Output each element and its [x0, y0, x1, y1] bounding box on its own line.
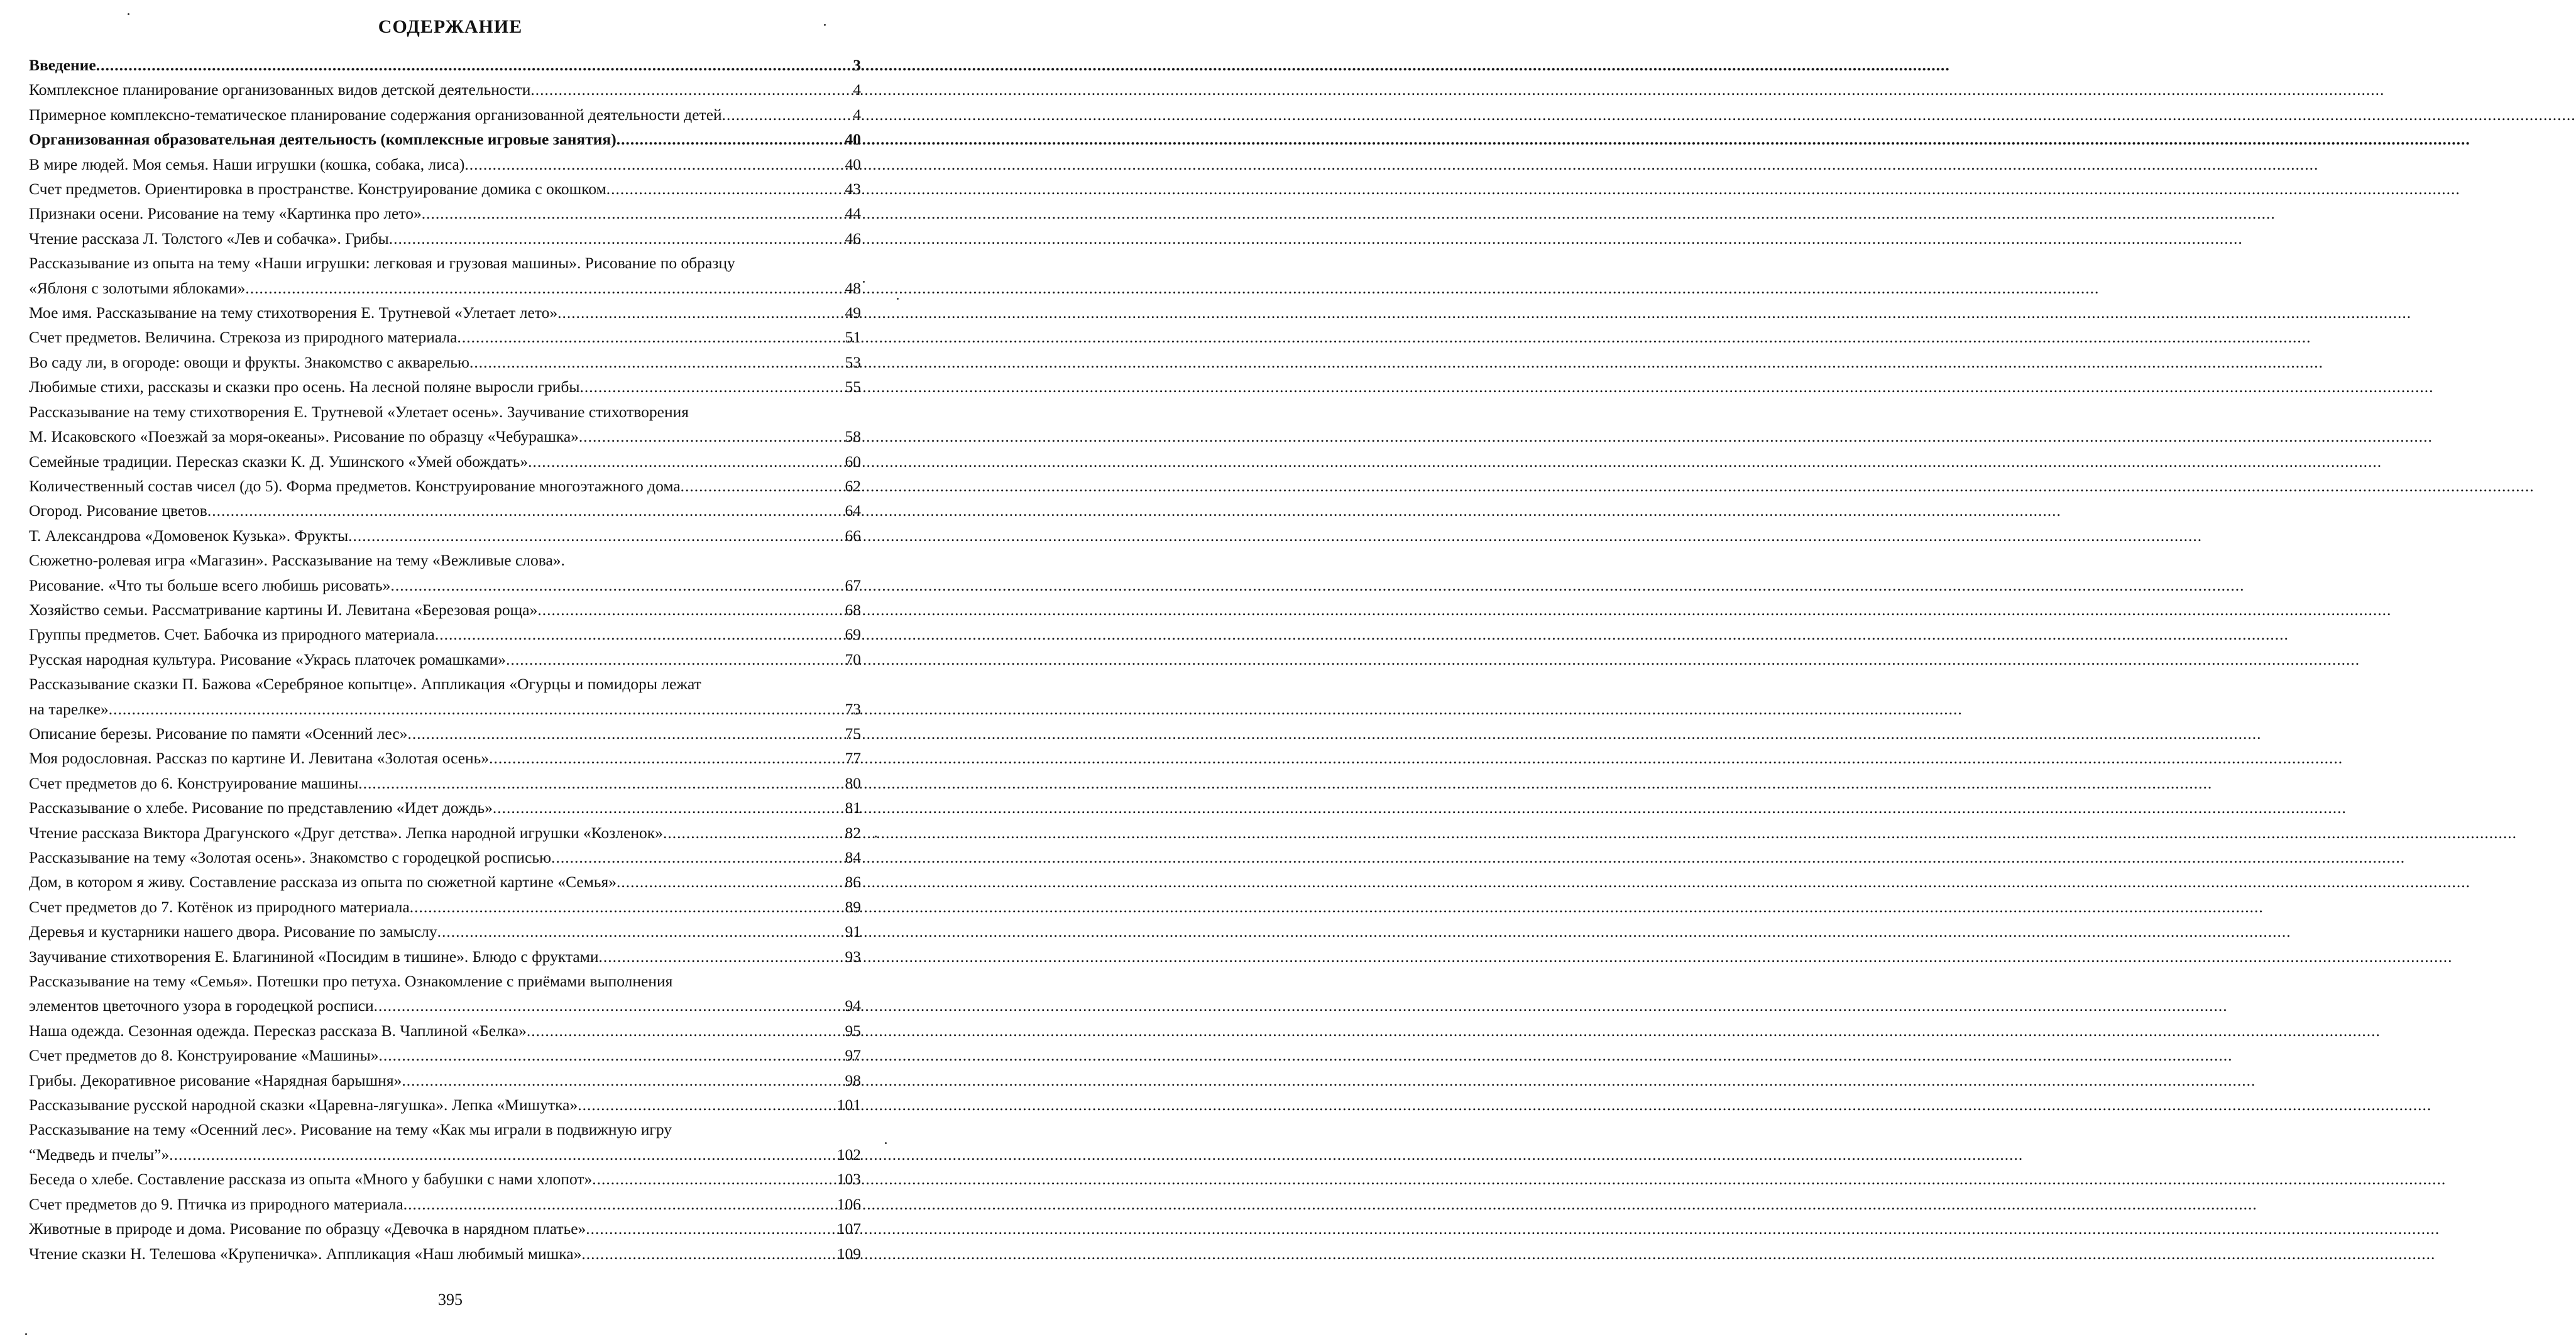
- toc-entry-row: [29, 746, 861, 770]
- toc-entry-text: Описание березы. Рисование по памяти «Осенний лес»: [29, 724, 408, 743]
- document-page: [0, 0, 901, 1342]
- toc-entry: [29, 449, 861, 474]
- toc-entry: [29, 300, 861, 325]
- toc-entry-text: Грибы. Декоративное рисование «Нарядная барышня»: [29, 1071, 402, 1089]
- dot-leader: [581, 1241, 835, 1266]
- toc-page-number: 40: [845, 130, 861, 149]
- toc-entry: [29, 548, 861, 597]
- toc-page-number: 91: [845, 922, 861, 941]
- toc-page-number: 62: [845, 476, 861, 495]
- toc-page-number: 84: [845, 848, 861, 866]
- toc-entry: [29, 1043, 861, 1067]
- toc-entry-row: [29, 177, 861, 201]
- dot-leader: [389, 226, 844, 251]
- toc-entry-row: [29, 77, 861, 102]
- toc-entry-row: [29, 1167, 861, 1191]
- dot-leader: [527, 1018, 844, 1043]
- toc-entry-row: [29, 845, 861, 870]
- toc-entry-text: Огород. Рисование цветов: [29, 501, 207, 520]
- toc-entry-text: Во саду ли, в огороде: овощи и фрукты. Знакомство с акварелью: [29, 352, 469, 371]
- dot-leader: [109, 697, 844, 721]
- toc-entry-row: [29, 1043, 861, 1067]
- toc-entry-row: [29, 449, 861, 474]
- toc-entry-text: элементов цветочного узора в городецкой росписи: [29, 996, 374, 1015]
- scan-speck: [25, 1333, 27, 1335]
- dot-leader: [96, 53, 852, 77]
- toc-entry-row: [29, 350, 861, 374]
- toc-page-number: 77: [845, 749, 861, 768]
- dot-leader: [493, 795, 844, 820]
- toc-entry-row: [29, 573, 861, 597]
- toc-entry: [29, 969, 861, 1018]
- toc-entry-row: [29, 127, 861, 151]
- toc-entry-row: [29, 993, 861, 1018]
- toc-entry-text: Рассказывание на тему стихотворения Е. Трутневой «Улетает осень». Заучивание стихотворения: [29, 402, 689, 421]
- toc-entry-text: Дом, в котором я живу. Составление рассказа из опыта по сюжетной картине «Семья»: [29, 873, 617, 892]
- toc-page-number: 48: [845, 278, 861, 297]
- dot-leader: [207, 498, 844, 523]
- toc-page-number: 103: [836, 1170, 861, 1189]
- toc-page-number: 75: [845, 724, 861, 743]
- toc-page-number: 101: [836, 1096, 861, 1115]
- toc-entry-text: на тарелке»: [29, 699, 109, 718]
- toc-entry-text: Деревья и кустарники нашего двора. Рисование по замыслу: [29, 922, 437, 941]
- toc-entry-row: [29, 1093, 861, 1117]
- toc-entry: [29, 895, 861, 919]
- dot-leader: [592, 1167, 835, 1191]
- toc-entry-text: М. Исаковского «Поезжай за моря-океаны». Рисование по образцу «Чебурашка»: [29, 427, 579, 446]
- toc-page-number: 109: [836, 1244, 861, 1263]
- toc-entry-row: [29, 821, 861, 845]
- toc-entry-row: [29, 647, 861, 672]
- dot-leader: [379, 1043, 844, 1067]
- toc-entry-text: Заучивание стихотворения Е. Благининой «Посидим в тишине». Блюдо с фруктами: [29, 947, 599, 966]
- toc-entry-text: Любимые стихи, рассказы и сказки про осень. На лесной поляне выросли грибы: [29, 378, 580, 396]
- toc-entry: [29, 374, 861, 399]
- dot-leader: [506, 647, 843, 672]
- toc-page-number: 102: [836, 1145, 861, 1164]
- toc-entry: [29, 944, 861, 969]
- toc-entry-text: “Медведь и пчелы”»: [29, 1145, 170, 1164]
- dot-leader: [537, 597, 843, 622]
- toc-entry-row: [29, 697, 861, 721]
- toc-entry: [29, 746, 861, 770]
- scan-speck: [897, 298, 899, 300]
- page-number: 395: [438, 1290, 463, 1309]
- toc-page-number: 44: [845, 204, 861, 223]
- toc-entry: [29, 721, 861, 746]
- dot-leader: [551, 845, 843, 870]
- toc-entry-row: [29, 771, 861, 795]
- toc-page-number: 82: [845, 823, 861, 842]
- toc-entry-text: Сюжетно-ролевая игра «Магазин». Рассказывание на тему «Вежливые слова».: [29, 551, 565, 570]
- dot-leader: [557, 300, 843, 325]
- toc-entry: [29, 350, 861, 374]
- toc-entry-row: [29, 1142, 861, 1167]
- toc-entry-text: Количественный состав чисел (до 5). Форма предметов. Конструирование многоэтажного дома: [29, 476, 681, 495]
- dot-leader: [617, 870, 844, 894]
- toc-page-number: 40: [845, 155, 861, 173]
- dot-leader: [681, 474, 844, 498]
- scan-speck: [824, 24, 826, 26]
- dot-leader: [578, 1093, 836, 1117]
- toc-entry-row: [29, 474, 861, 498]
- toc-entry-row: [29, 597, 861, 622]
- toc-entry-text: Чтение сказки Н. Телешова «Крупеничка». Аппликация «Наш любимый мишка»: [29, 1244, 582, 1263]
- toc-entry-text: Счет предметов до 6. Конструирование машины: [29, 773, 359, 792]
- toc-page-number: 67: [845, 576, 861, 594]
- toc-entry-text: Рассказывание русской народной сказки «Царевна-лягушка». Лепка «Мишутка»: [29, 1096, 578, 1115]
- toc-page-number: 70: [845, 650, 861, 668]
- toc-entry-row: [29, 226, 861, 251]
- dot-leader: [169, 1142, 836, 1167]
- scan-speck: [128, 13, 129, 15]
- toc-entry: [29, 647, 861, 672]
- toc-entry-text: Счет предметов до 7. Котёнок из природного материала: [29, 897, 410, 916]
- toc-page-number: 81: [845, 799, 861, 817]
- dot-leader: [528, 449, 843, 474]
- toc-entry-row: [29, 374, 861, 399]
- toc-entry-row: [29, 1192, 861, 1216]
- toc-entry-row: [29, 895, 861, 919]
- dot-leader: [422, 201, 844, 226]
- toc-page-number: 60: [845, 452, 861, 471]
- toc-entry-row: [29, 523, 861, 548]
- toc-entry: [29, 870, 861, 894]
- toc-page-number: 106: [836, 1194, 861, 1213]
- toc-entry: [29, 919, 861, 944]
- toc-entry-text: Организованная образовательная деятельность (комплексные игровые занятия): [29, 130, 617, 149]
- toc-entry-text: Рисование. «Что ты больше всего любишь рисовать»: [29, 576, 391, 594]
- dot-leader: [722, 102, 852, 127]
- toc-entry-row: [29, 300, 861, 325]
- toc-entry-text: Т. Александрова «Домовенок Кузька». Фрукты: [29, 526, 349, 545]
- toc-entry-text: Счет предметов до 9. Птичка из природного материала: [29, 1194, 403, 1213]
- toc-entry-text: Русская народная культура. Рисование «Укрась платочек ромашками»: [29, 650, 507, 668]
- toc-page-number: 93: [845, 947, 861, 966]
- toc-page-number: 46: [845, 229, 861, 248]
- toc-entry-text: «Яблоня с золотыми яблоками»: [29, 278, 246, 297]
- toc-entry-text: Семейные традиции. Пересказ сказки К. Д. Ушинского «Умей обождать»: [29, 452, 529, 471]
- toc-page-number: 4: [853, 105, 861, 124]
- dot-leader: [617, 127, 844, 151]
- scan-speck: [885, 1142, 887, 1144]
- toc-entry-row: [29, 721, 861, 746]
- toc-entry: [29, 177, 861, 201]
- toc-entry: [29, 77, 861, 102]
- dot-leader: [464, 152, 843, 177]
- toc-entry-row: [29, 1241, 861, 1266]
- toc-entry: [29, 1241, 861, 1266]
- toc-entry: [29, 325, 861, 349]
- toc-entry: [29, 1117, 861, 1167]
- scan-speck: [875, 836, 877, 837]
- toc-page-number: 53: [845, 352, 861, 371]
- dot-leader: [530, 77, 852, 102]
- dot-leader: [407, 721, 843, 746]
- toc-entry-text: Счет предметов до 8. Конструирование «Машины»: [29, 1046, 379, 1065]
- toc-page-number: 43: [845, 180, 861, 199]
- toc-entry: [29, 771, 861, 795]
- dot-leader: [489, 746, 843, 770]
- toc-entry-text: Рассказывание о хлебе. Рисование по представлению «Идет дождь»: [29, 799, 493, 817]
- toc-entry-text: Чтение рассказа Виктора Драгунского «Друг детства». Лепка народной игрушки «Козленок»: [29, 823, 663, 842]
- toc-entry-row: [29, 53, 861, 77]
- toc-entry-row: [29, 276, 861, 300]
- dot-leader: [457, 325, 843, 349]
- toc-entry-row: [29, 102, 861, 127]
- toc-entry-text: Наша одежда. Сезонная одежда. Пересказ рассказа В. Чаплиной «Белка»: [29, 1021, 527, 1040]
- dot-leader: [390, 573, 843, 597]
- dot-leader: [410, 895, 844, 919]
- toc-entry-text: В мире людей. Моя семья. Наши игрушки (кошка, собака, лиса): [29, 155, 465, 173]
- toc-entry-row: [29, 498, 861, 523]
- toc-entry: [29, 672, 861, 721]
- toc-entry-row: [29, 622, 861, 646]
- toc-entry: [29, 845, 861, 870]
- dot-leader: [374, 993, 844, 1018]
- dot-leader: [358, 771, 843, 795]
- toc-page-number: 68: [845, 600, 861, 619]
- toc-page-number: 66: [845, 526, 861, 545]
- toc-entry-text: Рассказывание из опыта на тему «Наши игрушки: легковая и грузовая машины». Рисование по образцу: [29, 254, 735, 273]
- toc-entry: [29, 201, 861, 226]
- toc-entry: [29, 474, 861, 498]
- toc-page-number: 107: [836, 1219, 861, 1238]
- toc-entry-text: Мое имя. Рассказывание на тему стихотворения Е. Трутневой «Улетает лето»: [29, 303, 558, 322]
- toc-page-number: 58: [845, 427, 861, 446]
- toc-page-number: 73: [845, 699, 861, 718]
- toc-entry-row: [29, 201, 861, 226]
- toc-entry: [29, 498, 861, 523]
- toc-page-number: 3: [853, 56, 861, 74]
- toc-page-number: 64: [845, 501, 861, 520]
- toc-entry-row: [29, 795, 861, 820]
- toc-page-number: 69: [845, 625, 861, 644]
- toc-entry: [29, 226, 861, 251]
- toc-title: СОДЕРЖАНИЕ: [378, 16, 523, 37]
- toc-entry-row: [29, 1018, 861, 1043]
- dot-leader: [599, 944, 844, 969]
- toc-page-number: 95: [845, 1021, 861, 1040]
- toc-entry: [29, 622, 861, 646]
- toc-page-number: 51: [845, 328, 861, 347]
- toc-entry: [29, 1068, 861, 1093]
- toc-entry: [29, 1167, 861, 1191]
- toc-page-number: 4: [853, 80, 861, 99]
- toc-entry-row: [29, 152, 861, 177]
- toc-entry-text: Введение: [29, 56, 96, 74]
- toc-entry: [29, 1093, 861, 1117]
- toc-page-number: 80: [845, 773, 861, 792]
- dot-leader: [245, 276, 843, 300]
- toc-entry: [29, 795, 861, 820]
- scan-speck: [863, 281, 865, 283]
- toc-entry-text: Комплексное планирование организованных видов детской деятельности: [29, 80, 531, 99]
- toc-entry-row: [29, 424, 861, 449]
- toc-entry-text: Рассказывание на тему «Семья». Потешки про петуха. Ознакомление с приёмами выполнения: [29, 972, 673, 991]
- toc-entry: [29, 1192, 861, 1216]
- toc-entry-row: [29, 1216, 861, 1241]
- toc-page-number: 94: [845, 996, 861, 1015]
- toc-entry: [29, 1018, 861, 1043]
- toc-entry: [29, 127, 861, 151]
- toc-entry: [29, 1216, 861, 1241]
- dot-leader: [435, 622, 844, 646]
- toc-entry: [29, 53, 861, 77]
- toc-entry: [29, 251, 861, 300]
- dot-leader: [606, 177, 844, 201]
- toc-entry-text: Признаки осени. Рисование на тему «Картинка про лето»: [29, 204, 422, 223]
- toc-entry: [29, 400, 861, 449]
- toc-entry: [29, 102, 861, 127]
- toc-entry-text: Рассказывание на тему «Золотая осень». Знакомство с городецкой росписью: [29, 848, 552, 866]
- toc-page-number: 89: [845, 897, 861, 916]
- toc-list: [29, 53, 861, 1266]
- toc-entry: [29, 523, 861, 548]
- dot-leader: [402, 1068, 843, 1093]
- dot-leader: [579, 424, 844, 449]
- toc-entry-text: Чтение рассказа Л. Толстого «Лев и собачка». Грибы: [29, 229, 389, 248]
- toc-entry-text: Рассказывание сказки П. Бажова «Серебряное копытце». Аппликация «Огурцы и помидоры лежат: [29, 675, 701, 694]
- dot-leader: [663, 821, 844, 845]
- dot-leader: [403, 1192, 836, 1216]
- toc-entry-row: [29, 944, 861, 969]
- toc-page-number: 97: [845, 1046, 861, 1065]
- toc-entry-row: [29, 325, 861, 349]
- toc-entry-text: Счет предметов. Ориентировка в пространстве. Конструирование домика с окошком: [29, 180, 606, 199]
- toc-entry-row: [29, 919, 861, 944]
- toc-page-number: 98: [845, 1071, 861, 1089]
- dot-leader: [586, 1216, 835, 1241]
- toc-entry-text: Рассказывание на тему «Осенний лес». Рисование на тему «Как мы играли в подвижную игру: [29, 1120, 672, 1139]
- toc-entry-text: Моя родословная. Рассказ по картине И. Левитана «Золотая осень»: [29, 749, 490, 768]
- toc-entry-text: Группы предметов. Счет. Бабочка из природного материала: [29, 625, 435, 644]
- toc-entry: [29, 597, 861, 622]
- toc-page-number: 55: [845, 378, 861, 396]
- toc-entry-text: Животные в природе и дома. Рисование по образцу «Девочка в нарядном платье»: [29, 1219, 586, 1238]
- dot-leader: [469, 350, 844, 374]
- toc-entry-text: Хозяйство семьи. Рассматривание картины И. Левитана «Березовая роща»: [29, 600, 538, 619]
- toc-entry: [29, 152, 861, 177]
- dot-leader: [580, 374, 844, 399]
- toc-page-number: 86: [845, 873, 861, 892]
- toc-entry-row: [29, 870, 861, 894]
- toc-entry: [29, 821, 861, 845]
- toc-entry-text: Примерное комплексно-тематическое планирование содержания организованной деятельности детей: [29, 105, 722, 124]
- toc-entry-text: Беседа о хлебе. Составление рассказа из опыта «Много у бабушки с нами хлопот»: [29, 1170, 593, 1189]
- toc-entry-text: Счет предметов. Величина. Стрекоза из природного материала: [29, 328, 458, 347]
- dot-leader: [437, 919, 844, 944]
- dot-leader: [348, 523, 843, 548]
- toc-page-number: 49: [845, 303, 861, 322]
- toc-entry-row: [29, 1068, 861, 1093]
